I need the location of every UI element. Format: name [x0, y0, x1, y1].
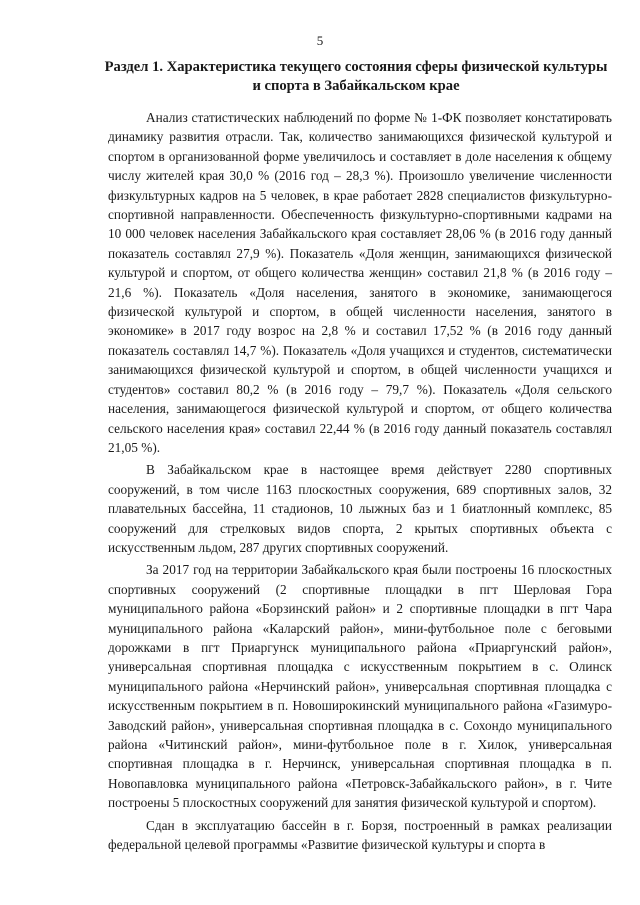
paragraph: За 2017 год на территории Забайкальского края были построены 16 плоскостных спортивных сооружений (2 спортивные площадки в пгт Шерловая Гора муниципального района «Борзинский район» и 2 спортивные площадки в пгт Чара муниципального района «Каларский район», мини-футбольное поле с беговыми дорожками в пгт Приаргунск муниципального района «Приаргунский район», универсальная спортивная площадка с искусственным покрытием в с. Олинск муниципального района «Нерчинский район», универсальная спортивная площадка с искусственным покрытием в п. Новоширокинский муниципального района «Газимуро-Заводский район», универсальная спортивная площадка в с. Сохондо муниципального района «Читинский район», мини-футбольное поле в г. Хилок, универсальная спортивная площадка в г. Нерчинск, универсальная спортивная площадка в п. Новопавловка муниципального района «Петровск-Забайкальского район», в г. Чите построены 5 плоскостных сооружений для занятия физической культурой и спортом). — [108, 562, 612, 811]
paragraph: В Забайкальском крае в настоящее время действует 2280 спортивных сооружений, в том числе 1163 плоскостных сооружения, 689 спортивных залов, 32 плавательных бассейна, 11 стадионов, 10 лыжных баз и 1 биатлонный комплекс, 85 сооружений для стрелковых видов спорта, 2 крытых спортивных объекта с искусственным льдом, 287 других спортивных сооружений. — [108, 462, 612, 555]
page-number: 5 — [316, 33, 324, 48]
section-heading: Раздел 1. Характеристика текущего состояния сферы физической культуры и спорта в Забайкальском крае — [104, 59, 608, 94]
paragraph: Сдан в эксплуатацию бассейн в г. Борзя, построенный в рамках реализации федеральной целевой программы «Развитие физической культуры и спорта в — [108, 817, 612, 853]
document-body — [108, 108, 612, 854]
paragraph: Анализ статистических наблюдений по форме № 1-ФК позволяет констатировать динамику развития отрасли. Так, количество занимающихся физической культурой и спортом в организованной форме увеличилось и составляет в доле населения к общему числу жителей края 30,0 % (2016 год – 28,3 %). Произошло увеличение численности физкультурных кадров на 5 человек, в крае работает 2828 специалистов физкультурно-спортивной направленности. Обеспеченность физкультурно-спортивными кадрами на 10 000 человек населения Забайкальского края составляет 28,06 % (в 2016 году данный показатель составлял 27,9 %). Показатель «Доля женщин, занимающихся физической культурой и спортом, от общего количества женщин» составил 21,8 % (в 2016 году – 21,6 %). Показатель «Доля населения, занятого в экономике, занимающегося физической культурой и спортом, в общей численности населения, занятого в экономике» в 2017 году возрос на 2,8 % и составил 17,52 % (в 2016 году данный показатель составлял 14,7 %). Показатель «Доля учащихся и студентов, систематически занимающихся физической культурой и спортом, в общей численности учащихся и студентов» составил 80,2 % (в 2016 году – 79,7 %). Показатель «Доля сельского населения, занимающегося физической культурой и спортом, от общего количества сельского населения края» составил 22,44 % (в 2016 году данный показатель составлял 21,05 %). — [108, 110, 612, 455]
